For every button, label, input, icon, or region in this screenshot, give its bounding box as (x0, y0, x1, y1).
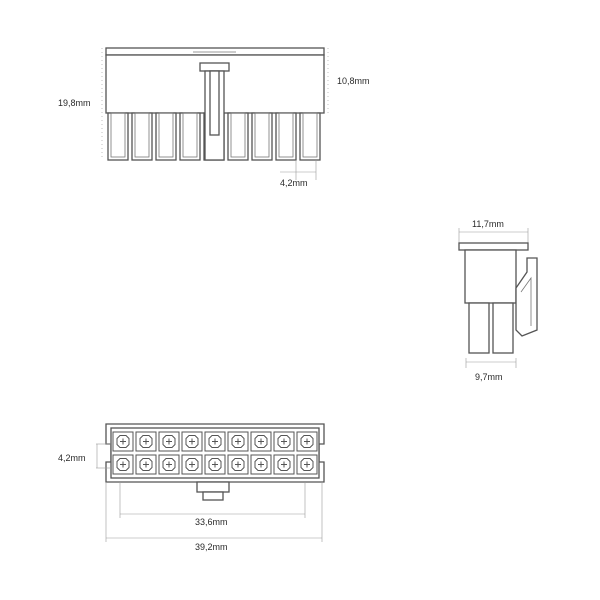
pin-cell (113, 432, 133, 451)
pin-cell (274, 455, 294, 474)
pin-cell (159, 432, 179, 451)
pin-cell (113, 455, 133, 474)
side-view (459, 219, 537, 382)
bottom-pitch-label: 4,2mm (58, 453, 86, 463)
bottom-total-width-label: 39,2mm (195, 542, 228, 552)
pin-cell (251, 432, 271, 451)
pin-cell (251, 455, 271, 474)
pin-cell (182, 432, 202, 451)
bottom-view (58, 424, 324, 552)
front-body-height-label: 10,8mm (337, 76, 370, 86)
pin-cell (297, 455, 317, 474)
side-top-flange (459, 243, 528, 250)
side-width-bottom-label: 9,7mm (475, 372, 503, 382)
pin-cell (297, 432, 317, 451)
pin-cell (136, 432, 156, 451)
front-top-flange (106, 48, 324, 55)
front-pitch-label: 4,2mm (280, 178, 308, 188)
pin-cell (136, 455, 156, 474)
front-height-label: 19,8mm (58, 98, 91, 108)
pin-cell (274, 432, 294, 451)
bottom-inner-width-label: 33,6mm (195, 517, 228, 527)
side-pin-left (469, 303, 489, 353)
pin-cell (205, 432, 225, 451)
front-latch (200, 63, 229, 160)
pin-cell (205, 455, 225, 474)
pin-cell (228, 455, 248, 474)
pin-cell (159, 455, 179, 474)
pin-cell (182, 455, 202, 474)
side-pin-right (493, 303, 513, 353)
front-view (58, 48, 370, 188)
side-latch (516, 258, 537, 336)
pin-cell (228, 432, 248, 451)
side-body (465, 250, 516, 303)
side-width-top-label: 11,7mm (472, 219, 504, 229)
bottom-latch-tab (197, 482, 229, 500)
